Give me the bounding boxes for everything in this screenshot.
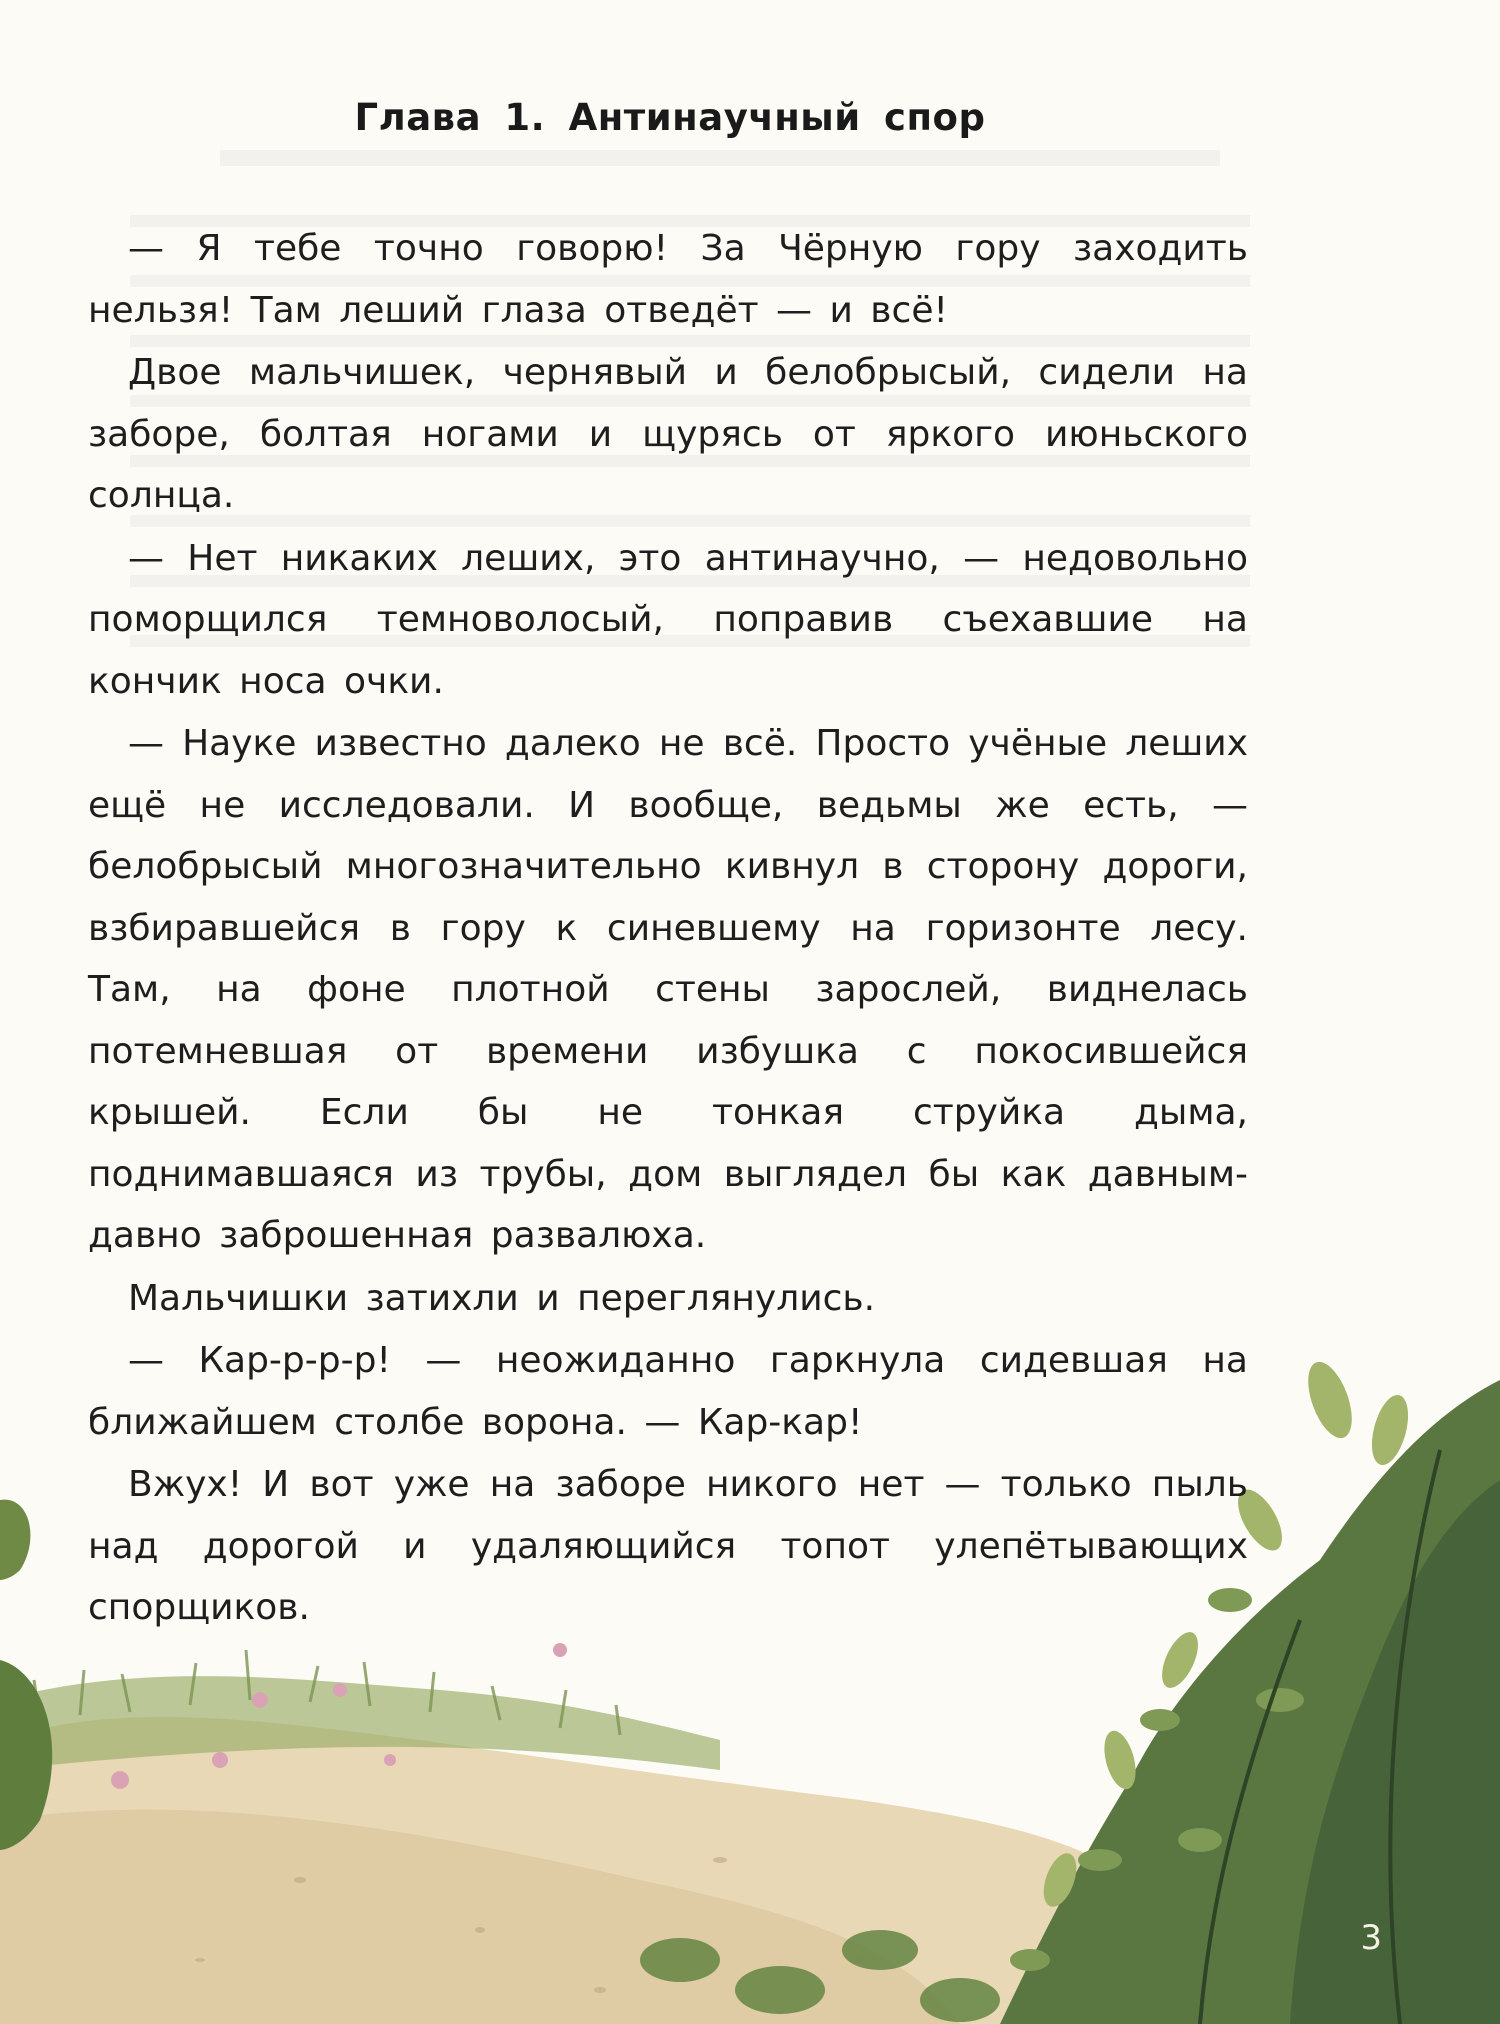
paragraph: — Кар-р-р-р! — неожиданно гаркнула сидевшая на ближайшем столбе ворона. — Кар-кар! [88, 1340, 1248, 1443]
paragraph: Вжух! И вот уже на заборе никого нет — только пыль над дорогой и удаляющийся топот улепётывающих спорщиков. [88, 1464, 1248, 1628]
paragraph: Мальчишки затихли и переглянулись. [128, 1277, 876, 1319]
paragraph: — Нет никаких леших, это антинаучно, — недовольно поморщился темноволосый, поправив съехавшие на кончик носа очки. [88, 537, 1248, 702]
page-number: 3 [1360, 1918, 1382, 1958]
paragraph: — Я тебе точно говорю! За Чёрную гору заходить нельзя! Там леший глаза отведёт — и всё! [88, 228, 1248, 331]
story-text [88, 218, 1248, 1639]
paragraph: Двое мальчишек, чернявый и белобрысый, сидели на заборе, болтая ногами и щурясь от яркого июньского солнца. [88, 352, 1248, 516]
paragraph: — Науке известно далеко не всё. Просто учёные леших ещё не исследовали. И вообще, ведьмы же есть, — белобрысый многозначительно кивнул в сторону дороги, взбиравшейся в гору к синевшему на горизонте лесу. Там, на фоне плотной стены зарослей, виднелась потемневшая от времени избушка с покосившейся крышей. Если бы не тонкая струйка дыма, поднимавшаяся из трубы, дом выглядел бы как давным-давно заброшенная развалюха. [88, 723, 1248, 1256]
chapter-title: Глава 1. Антинаучный спор [354, 96, 986, 139]
